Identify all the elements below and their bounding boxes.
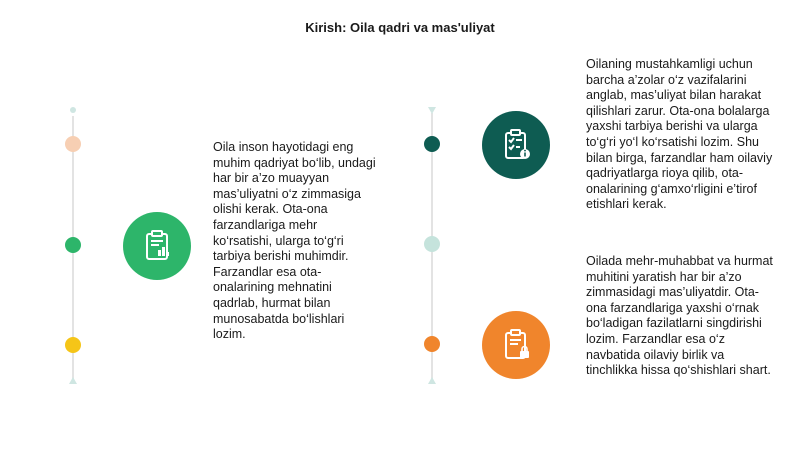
clipboard-lock-icon (482, 311, 550, 379)
right-timeline-dot-teal (424, 136, 440, 152)
right-timeline-dot-orange (424, 336, 440, 352)
left-timeline-dot-yellow (65, 337, 81, 353)
right-timeline-dot-mint (424, 236, 440, 252)
right-timeline-bottom-marker (428, 377, 436, 384)
left-timeline-top-marker (70, 107, 76, 113)
left-paragraph: Oila inson hayotidagi eng muhim qadriyat bo‘lib, undagi har bir a’zo muayyan mas’uliyatni o‘z zimmasiga olishi kerak. Ota-ona farzandlariga mehr ko‘rsatishi, ularga to‘g‘ri tarbiya berishi muhimdir. Farzandlar esa ota-onalarining mehnatini qadrlab, hurmat bilan munosabatda bo‘lishlari lozim. (213, 140, 376, 342)
right-bottom-paragraph: Oilada mehr-muhabbat va hurmat muhitini yaratish har bir a’zo zimmasidagi mas’uliyatdir. Ota-ona farzandlariga yaxshi o‘rnak bo‘ladigan fazilatlarni singdirishi lozim. Farzandlar esa o‘z navbatida oilaviy birlik va tinchlikka hissa qo‘shishlari shart. (586, 254, 773, 378)
clipboard-chart-icon (123, 212, 191, 280)
left-timeline-dot-peach (65, 136, 81, 152)
left-timeline-bottom-marker (69, 377, 77, 384)
right-timeline-top-marker (428, 107, 436, 114)
left-timeline-dot-green (65, 237, 81, 253)
clipboard-info-icon (482, 111, 550, 179)
right-top-paragraph: Oilaning mustahkamligi uchun barcha a’zolar o‘z vazifalarini anglab, mas’uliyat bilan harakat qilishlari zarur. Ota-ona bolalarga yaxshi tarbiya berishi va ularga to‘g‘ri yo‘l ko‘rsatishi lozim. Shu bilan birga, farzandlar ham oilaviy qadriyatlarga rioya qilib, ota-onalarining g‘amxo‘rligini e’tirof etishlari kerak. (586, 57, 773, 212)
page-title: Kirish: Oila qadri va mas'uliyat (305, 20, 495, 35)
